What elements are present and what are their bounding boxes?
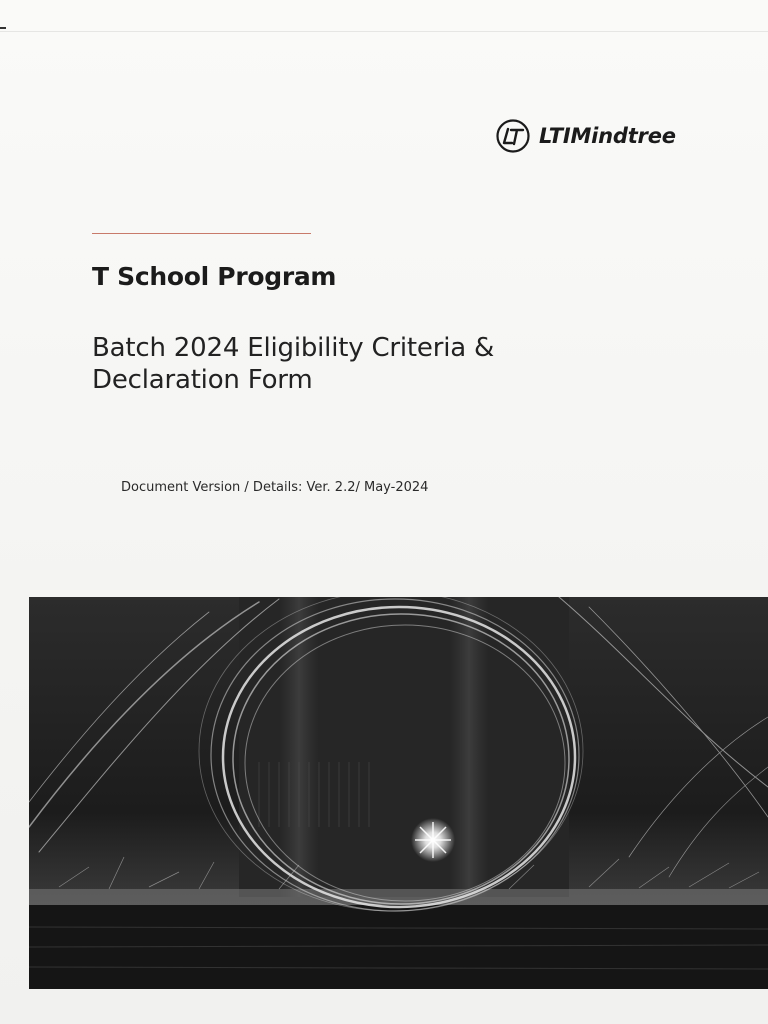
brand-logo <box>495 118 676 154</box>
program-title: T School Program <box>92 262 337 291</box>
form-title-line-2: Declaration Form <box>92 365 313 395</box>
scan-edge-line <box>0 31 768 32</box>
cover-image <box>29 597 768 989</box>
form-title <box>92 332 652 396</box>
scan-mark <box>0 27 6 29</box>
accent-rule <box>92 233 311 234</box>
form-title-line-1: Batch 2024 Eligibility Criteria & <box>92 333 495 363</box>
document-version: Document Version / Details: Ver. 2.2/ May-2024 <box>121 480 429 495</box>
brand-name: LTIMindtree <box>539 124 676 148</box>
spark-circle-photo <box>29 597 768 989</box>
lt-logo-icon <box>495 118 531 154</box>
